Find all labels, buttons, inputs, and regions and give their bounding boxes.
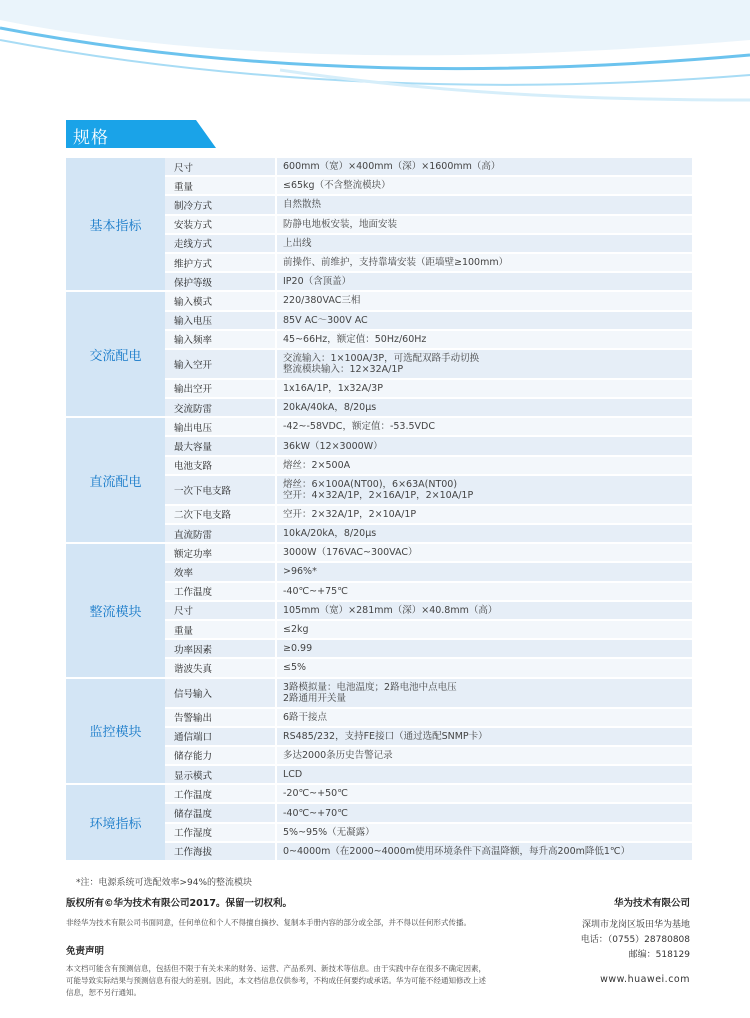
phone: 电话：（0755）28780808	[580, 935, 690, 945]
spec-value-line: ≤5%	[283, 662, 307, 674]
spec-row	[66, 544, 692, 563]
spec-value	[275, 399, 692, 418]
footnote: *注：电源系统可选配效率>94%的整流模块	[76, 878, 253, 888]
spec-value-line: ≤65kg（不含整流模块）	[283, 180, 391, 192]
spec-value-line: 自然散热	[283, 199, 322, 211]
spec-value-line: 熔丝：6×100A(NT00)，6×63A(NT00)	[283, 478, 458, 490]
spec-value	[275, 196, 692, 215]
spec-key: 显示模式	[165, 766, 275, 785]
spec-key: 额定功率	[165, 544, 275, 563]
spec-value-line: 85V AC～300V AC	[283, 314, 368, 326]
spec-key: 最大容量	[165, 437, 275, 456]
spec-value	[275, 766, 692, 785]
spec-value-line: ≤2kg	[283, 624, 309, 636]
spec-value-line: 6路干接点	[283, 711, 328, 723]
spec-value	[275, 506, 692, 525]
spec-key: 安装方式	[165, 216, 275, 235]
spec-value	[275, 679, 692, 709]
spec-value	[275, 563, 692, 582]
spec-value-line: 0~4000m（在2000~4000m使用环境条件下高温降额，每升高200m降低1℃）	[283, 845, 631, 857]
spec-key: 谐波失真	[165, 659, 275, 678]
spec-row	[66, 292, 692, 311]
spec-value	[275, 709, 692, 728]
spec-key: 告警输出	[165, 709, 275, 728]
spec-table	[66, 158, 692, 862]
spec-value-line: 熔丝：2×500A	[283, 459, 351, 471]
spec-value-line: ≥0.99	[283, 643, 313, 655]
spec-value	[275, 640, 692, 659]
spec-key: 二次下电支路	[165, 506, 275, 525]
spec-key: 工作温度	[165, 583, 275, 602]
spec-value	[275, 380, 692, 399]
spec-value-line: 45~66Hz，额定值：50Hz/60Hz	[283, 333, 427, 345]
spec-value	[275, 254, 692, 273]
disclaimer-line: 可能导致实际结果与预测信息有很大的差别。因此，本文档信息仅供参考，不构成任何要约或承诺。华为可能不经通知修改上述	[66, 976, 486, 985]
spec-key: 重量	[165, 621, 275, 640]
disclaimer-title: 免责声明	[66, 946, 105, 957]
spec-key: 交流防雷	[165, 399, 275, 418]
spec-value	[275, 235, 692, 254]
spec-value-line: 整流模块输入：12×32A/1P	[283, 363, 404, 375]
copyright-title: 版权所有©华为技术有限公司2017。保留一切权利。	[66, 898, 292, 909]
spec-value-line: 3路模拟量：电池温度；2路电池中点电压	[283, 681, 457, 693]
spec-value	[275, 785, 692, 804]
spec-key: 功率因素	[165, 640, 275, 659]
spec-value	[275, 177, 692, 196]
spec-value	[275, 350, 692, 380]
spec-value-line: -20℃~+50℃	[283, 788, 348, 800]
disclaimer-line: 信息，恕不另行通知。	[66, 988, 141, 997]
spec-value-line: RS485/232，支持FE接口（通过选配SNMP卡）	[283, 730, 488, 742]
spec-key: 输出电压	[165, 418, 275, 437]
spec-key: 重量	[165, 177, 275, 196]
spec-value-line: >96%*	[283, 566, 317, 578]
spec-value	[275, 437, 692, 456]
spec-value-line: 空开：4×32A/1P，2×16A/1P，2×10A/1P	[283, 489, 474, 501]
spec-key: 工作湿度	[165, 824, 275, 843]
website-link[interactable]: www.huawei.com	[600, 974, 690, 985]
section-title: 规格	[73, 128, 109, 148]
spec-row	[66, 158, 692, 177]
footer-legal	[66, 895, 536, 999]
footer-contact	[581, 895, 690, 985]
spec-value-line: 3000W（176VAC~300VAC）	[283, 547, 418, 559]
contact-block	[581, 918, 690, 963]
spec-key: 储存温度	[165, 804, 275, 823]
spec-value-line: -40℃~+75℃	[283, 585, 348, 597]
spec-value	[275, 728, 692, 747]
spec-value-line: 上出线	[283, 237, 312, 249]
spec-value-line: 防静电地板安装，地面安装	[283, 218, 398, 230]
spec-key: 工作海拔	[165, 843, 275, 862]
disclaimer-line: 本文档可能含有预测信息，包括但不限于有关未来的财务、运营、产品系列、新技术等信息。由于实践中存在很多不确定因素，	[66, 964, 486, 973]
spec-key: 维护方式	[165, 254, 275, 273]
spec-value-line: 220/380VAC三相	[283, 295, 361, 307]
category-label: 监控模块	[66, 679, 165, 786]
company-name: 华为技术有限公司	[613, 898, 690, 909]
spec-value-line: 5%~95%（无凝露）	[283, 826, 375, 838]
spec-key: 信号输入	[165, 679, 275, 709]
spec-value-line: 20kA/40kA，8/20μs	[283, 402, 377, 414]
category-label: 直流配电	[66, 418, 165, 544]
spec-row	[66, 418, 692, 437]
spec-value-line: 2路通用开关量	[283, 692, 347, 704]
spec-value	[275, 476, 692, 506]
spec-value-line: 105mm（宽）×281mm（深）×40.8mm（高）	[283, 604, 498, 616]
address: 深圳市龙岗区坂田华为基地	[581, 920, 690, 930]
header-wave-decoration	[0, 0, 750, 110]
spec-value-line: -40℃~+70℃	[283, 807, 348, 819]
spec-key: 工作温度	[165, 785, 275, 804]
spec-value-line: 36kW（12×3000W）	[283, 440, 383, 452]
category-label: 整流模块	[66, 544, 165, 678]
spec-key: 保护等级	[165, 273, 275, 292]
spec-value-line: 1x16A/1P，1x32A/3P	[283, 382, 383, 394]
spec-value	[275, 659, 692, 678]
spec-value	[275, 544, 692, 563]
spec-key: 尺寸	[165, 158, 275, 177]
spec-value	[275, 292, 692, 311]
spec-value	[275, 525, 692, 544]
spec-value	[275, 273, 692, 292]
spec-key: 电池支路	[165, 457, 275, 476]
spec-value	[275, 602, 692, 621]
spec-key: 储存能力	[165, 747, 275, 766]
spec-value	[275, 747, 692, 766]
spec-value	[275, 457, 692, 476]
category-label: 基本指标	[66, 158, 165, 292]
spec-value	[275, 312, 692, 331]
spec-key: 直流防雷	[165, 525, 275, 544]
spec-value-line: 空开：2×32A/1P，2×10A/1P	[283, 508, 417, 520]
spec-key: 输入频率	[165, 331, 275, 350]
spec-value	[275, 621, 692, 640]
spec-value-line: 前操作、前维护，支持靠墙安装（距墙壁≥100mm）	[283, 257, 509, 269]
spec-key: 一次下电支路	[165, 476, 275, 506]
spec-key: 通信端口	[165, 728, 275, 747]
spec-value	[275, 158, 692, 177]
spec-value-line: 交流输入：1×100A/3P，可选配双路手动切换	[283, 352, 480, 364]
spec-key: 输入模式	[165, 292, 275, 311]
spec-key: 输入电压	[165, 312, 275, 331]
spec-value-line: IP20（含顶盖）	[283, 276, 352, 288]
spec-value-line: 10kA/20kA，8/20μs	[283, 528, 377, 540]
spec-key: 尺寸	[165, 602, 275, 621]
spec-key: 输出空开	[165, 380, 275, 399]
copyright-text: 非经华为技术有限公司书面同意，任何单位和个人不得擅自摘抄、复制本手册内容的部分或全部，并不得以任何形式传播。	[66, 918, 471, 927]
spec-value	[275, 216, 692, 235]
spec-key: 走线方式	[165, 235, 275, 254]
spec-value	[275, 331, 692, 350]
spec-value	[275, 843, 692, 862]
disclaimer-text	[66, 963, 536, 999]
spec-value	[275, 418, 692, 437]
category-label: 交流配电	[66, 292, 165, 418]
spec-value-line: LCD	[283, 769, 303, 781]
spec-key: 效率	[165, 563, 275, 582]
spec-value	[275, 583, 692, 602]
spec-key: 制冷方式	[165, 196, 275, 215]
spec-value-line: -42~-58VDC，额定值：-53.5VDC	[283, 421, 435, 433]
spec-row	[66, 679, 692, 709]
category-label: 环境指标	[66, 785, 165, 862]
spec-value-line: 多达2000条历史告警记录	[283, 749, 393, 761]
spec-value	[275, 824, 692, 843]
spec-row	[66, 785, 692, 804]
postcode: 邮编：518129	[628, 950, 690, 960]
spec-key: 输入空开	[165, 350, 275, 380]
spec-value	[275, 804, 692, 823]
spec-value-line: 600mm（宽）×400mm（深）×1600mm（高）	[283, 161, 501, 173]
